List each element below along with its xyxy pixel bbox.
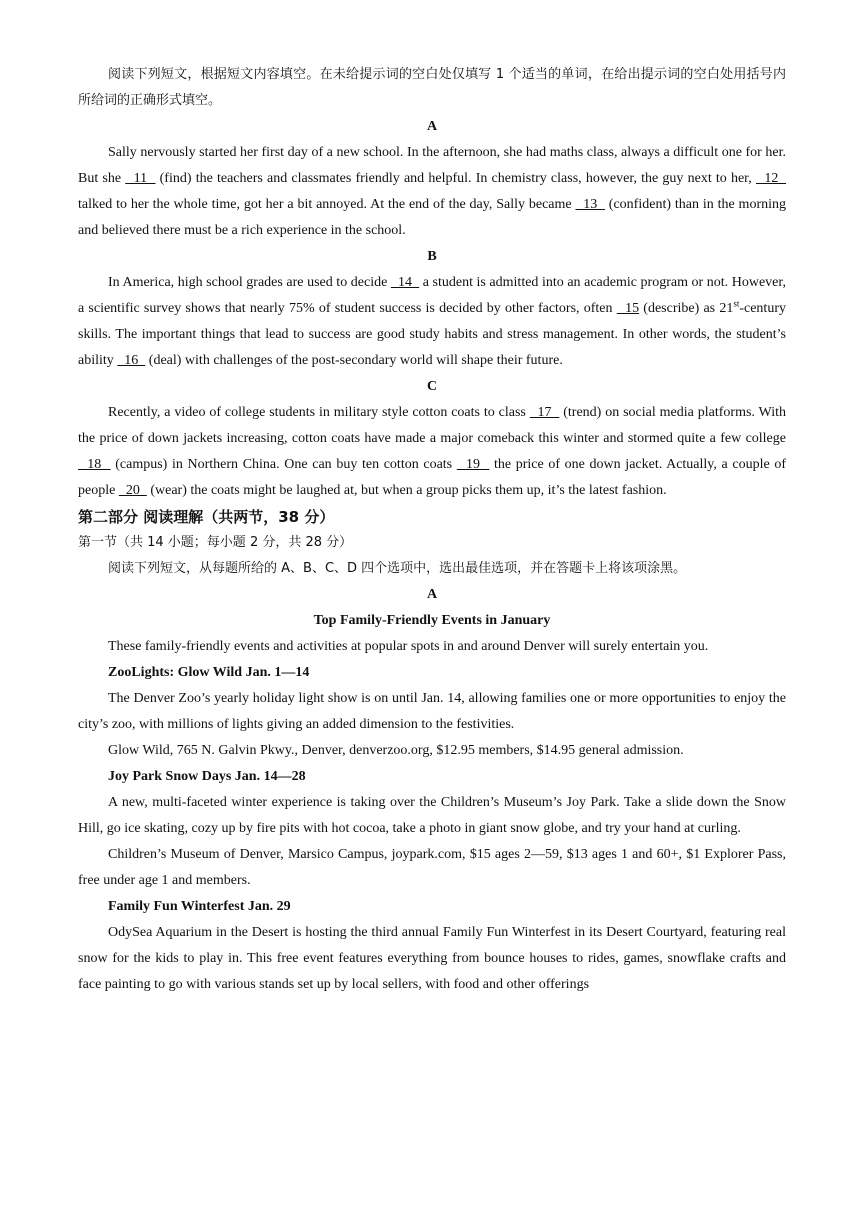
blank-17[interactable]: 17 <box>529 405 560 420</box>
reading-a-letter: A <box>426 587 438 602</box>
blank-18[interactable]: 18 <box>78 457 111 472</box>
event1-info: Glow Wild, 765 N. Galvin Pkwy., Denver, denverzoo.org, $12.95 members, $14.95 general admission. <box>108 743 684 758</box>
blank-19[interactable]: 19 <box>456 457 490 472</box>
reading-instruction: 阅读下列短文，从每题所给的 A、B、C、D 四个选项中，选出最佳选项，并在答题卡上将该项涂黑。 <box>108 561 687 576</box>
event2-heading: Joy Park Snow Days Jan. 14—28 <box>108 769 306 784</box>
fill-instruction: 阅读下列短文，根据短文内容填空。在未给提示词的空白处仅填写 1 个适当的单词，在给出提示词的空白处用括号内所给词的正确形式填空。 <box>78 67 786 108</box>
blank-16[interactable]: 16 <box>117 353 146 368</box>
passage-c-letter: C <box>426 379 438 394</box>
part2-title: 第二部分 阅读理解（共两节，38 分） <box>78 508 335 526</box>
reading-a-intro: These family-friendly events and activities at popular spots in and around Denver will surely entertain you. <box>108 639 709 654</box>
event3-heading: Family Fun Winterfest Jan. 29 <box>108 899 291 914</box>
event2-body: A new, multi-faceted winter experience is taking over the Children’s Museum’s Joy Park. Take a slide down the Snow Hill, go ice skating, cozy up by fire pits with hot cocoa, take a photo in giant snow globe, and try your hand at curling. <box>78 795 786 836</box>
blank-20[interactable]: 20 <box>118 483 147 498</box>
passage-c-text: Recently, a video of college students in military style cotton coats to class 17 (trend) on social media platforms. With the price of down jackets increasing, cotton coats have made a major comeback this winter and stormed quite a few college 18 (campus) in Northern China. One can buy ten cotton coats 19 the price of one down jacket. Actually, a couple of people 20 (wear) the coats might be laughed at, but when a group picks them up, it’s the latest fashion. <box>78 405 787 498</box>
passage-b-letter: B <box>427 249 437 264</box>
blank-15[interactable]: 15 <box>616 301 640 316</box>
passage-b-text: In America, high school grades are used to decide 14 a student is admitted into an academic program or not. However, a scientific survey shows that nearly 75% of student success is decided by other factors, often 15 (describe) as 21st-century skills. The important things that lead to success are good study habits and stress management. In other words, the student’s ability 16 (deal) with challenges of the post-secondary world will shape their future. <box>78 275 786 368</box>
blank-12[interactable]: 12 <box>755 171 787 186</box>
blank-11[interactable]: 11 <box>125 171 156 186</box>
reading-a-title: Top Family-Friendly Events in January <box>313 613 551 628</box>
event2-info: Children’s Museum of Denver, Marsico Campus, joypark.com, $15 ages 2—59, $13 ages 1 and 60+, $1 Explorer Pass, free under age 1 and members. <box>78 847 786 888</box>
blank-13[interactable]: 13 <box>575 197 605 212</box>
passage-a-letter: A <box>426 119 438 134</box>
event1-body: The Denver Zoo’s yearly holiday light show is on until Jan. 14, allowing families one or more opportunities to enjoy the city’s zoo, with millions of lights giving an added dimension to the festivities. <box>78 691 786 732</box>
blank-14[interactable]: 14 <box>390 275 420 290</box>
passage-a-text: Sally nervously started her first day of a new school. In the afternoon, she had maths class, always a difficult one for her. But she 11 (find) the teachers and classmates friendly and helpful. In chemistry class, however, the guy next to her, 12 talked to her the whole time, got her a bit annoyed. At the end of the day, Sally became 13 (confident) than in the morning and believed there must be a rich experience in the school. <box>78 145 787 238</box>
section1-title: 第一节（共 14 小题；每小题 2 分，共 28 分） <box>78 535 353 550</box>
event1-heading: ZooLights: Glow Wild Jan. 1—14 <box>108 665 310 680</box>
document-page <box>78 62 786 998</box>
event3-body: OdySea Aquarium in the Desert is hosting the third annual Family Fun Winterfest in its Desert Courtyard, featuring real snow for the kids to play in. This free event features everything from bounce houses to rides, games, snowflake crafts and face painting to go with various stands set up by local sellers, with food and other offerings <box>78 925 786 992</box>
